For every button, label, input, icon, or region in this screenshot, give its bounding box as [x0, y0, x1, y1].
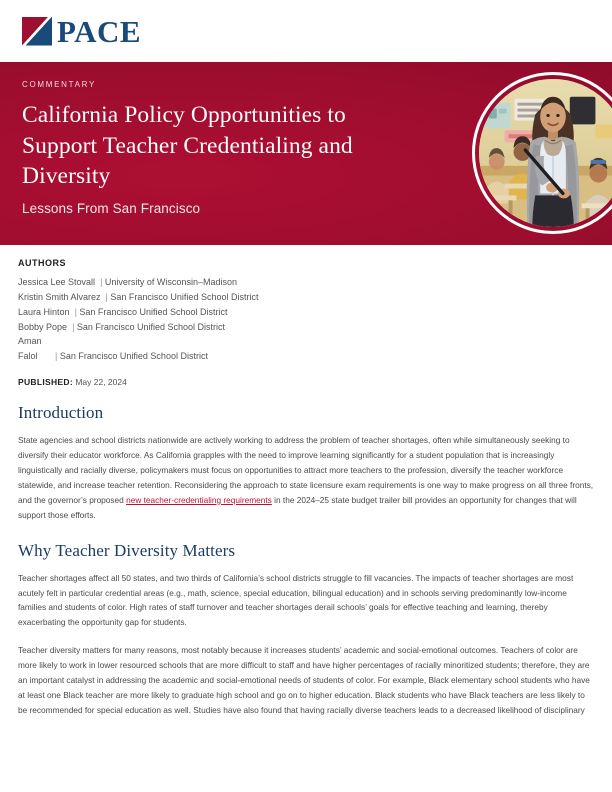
pace-logo[interactable]	[22, 13, 142, 49]
author-separator: |	[105, 291, 108, 302]
author-affiliation: San Francisco Unified School District	[79, 306, 228, 317]
author-row	[18, 275, 594, 290]
author-name: Laura Hinton	[18, 306, 70, 317]
author-name: Aman	[18, 336, 42, 347]
pace-logo-text: PACE	[57, 13, 142, 49]
author-affiliation: San Francisco Unified School District	[76, 321, 225, 332]
author-row	[18, 349, 594, 364]
new-credentialing-requirements-link[interactable]: new teacher-credentialing requirements	[126, 494, 272, 505]
author-name: Kristin Smith Alvarez	[18, 291, 101, 302]
paragraph-introduction	[18, 433, 594, 523]
paragraph-text-part2: in the 2024–25 state budget trailer bill provides an opportunity for changes that will support those efforts.	[18, 494, 577, 520]
article-body	[0, 245, 612, 718]
hero-photo-frame	[472, 72, 612, 234]
author-row	[18, 290, 594, 305]
page-subtitle: Lessons From San Francisco	[22, 200, 201, 216]
author-separator: |	[74, 306, 77, 317]
author-name: Jessica Lee Stovall	[18, 277, 96, 287]
paragraph-text-part1: State agencies and school districts nationwide are actively working to address the problem of teacher shortages, often while simultaneously seeking to diversify their educator workforce. As California grapples with the need to improve learning significantly for a student population that is increasingly linguistically and racially diverse, policymakers must focus on opportunities to attract more teachers to the profession, diversify the teacher workforce statewide, and increase teacher retention. Reconsidering the approach to state licensure exam requirements is one way to make progress on all three fronts, and the governor’s proposed	[18, 435, 594, 505]
author-name: Falol	[18, 351, 38, 362]
site-header	[0, 0, 612, 62]
author-row	[18, 334, 594, 349]
hero-banner	[0, 62, 612, 245]
page-title: California Policy Opportunities to Support Teacher Credentialing and Diversity	[22, 102, 353, 190]
author-affiliation: University of Wisconsin–Madison	[104, 277, 237, 287]
authors-heading: AUTHORS	[18, 258, 66, 268]
pace-logo-mark-icon	[22, 17, 52, 46]
paragraph-teacher-shortages: Teacher shortages affect all 50 states, and two thirds of California’s school districts struggle to fill vacancies. The impacts of teacher shortages are most acutely felt in particular credential areas (e.g., math, science, special education, bilingual education) and in schools serving predominantly low-income families and students of color. High rates of staff turnover and teacher shortages derail schools’ goals for effective teaching and learning, thereby exacerbating the opportunity gap for students.	[18, 572, 574, 628]
paragraph-teacher-diversity: Teacher diversity matters for many reasons, most notably because it increases students’ academic and social-emotional outcomes. Teachers of color are more likely to work in lower resourced schools that are more difficult to staff and have higher percentages of racially minoritized students; therefore, they are an important catalyst in addressing the academic and social-emotional needs of students of color. For example, Black elementary school students who have at least one Black teacher are more likely to graduate high school and go on to higher education. Black students who have Black teachers are less likely to be recommended for special education as well. Studies have also found that having racially diverse teachers leads to a decreased likelihood of disciplinary	[18, 645, 590, 715]
authors-list	[18, 275, 594, 364]
author-row	[18, 320, 594, 335]
content-type-label: COMMENTARY	[22, 80, 97, 89]
author-affiliation: San Francisco Unified School District	[110, 291, 259, 302]
teacher-in-classroom-photo	[479, 79, 612, 227]
section-heading-introduction: Introduction	[18, 403, 104, 423]
author-row	[18, 305, 594, 320]
author-affiliation: San Francisco Unified School District	[59, 351, 208, 362]
published-line	[18, 377, 594, 387]
author-separator: |	[72, 321, 75, 332]
published-label: PUBLISHED:	[18, 377, 73, 388]
hero-text-block	[22, 80, 422, 216]
author-separator: |	[55, 351, 58, 362]
author-separator: |	[100, 277, 103, 287]
author-name: Bobby Pope	[18, 321, 68, 332]
published-date: May 22, 2024	[75, 377, 127, 388]
section-heading-why-teacher-diversity-matters: Why Teacher Diversity Matters	[18, 540, 236, 560]
